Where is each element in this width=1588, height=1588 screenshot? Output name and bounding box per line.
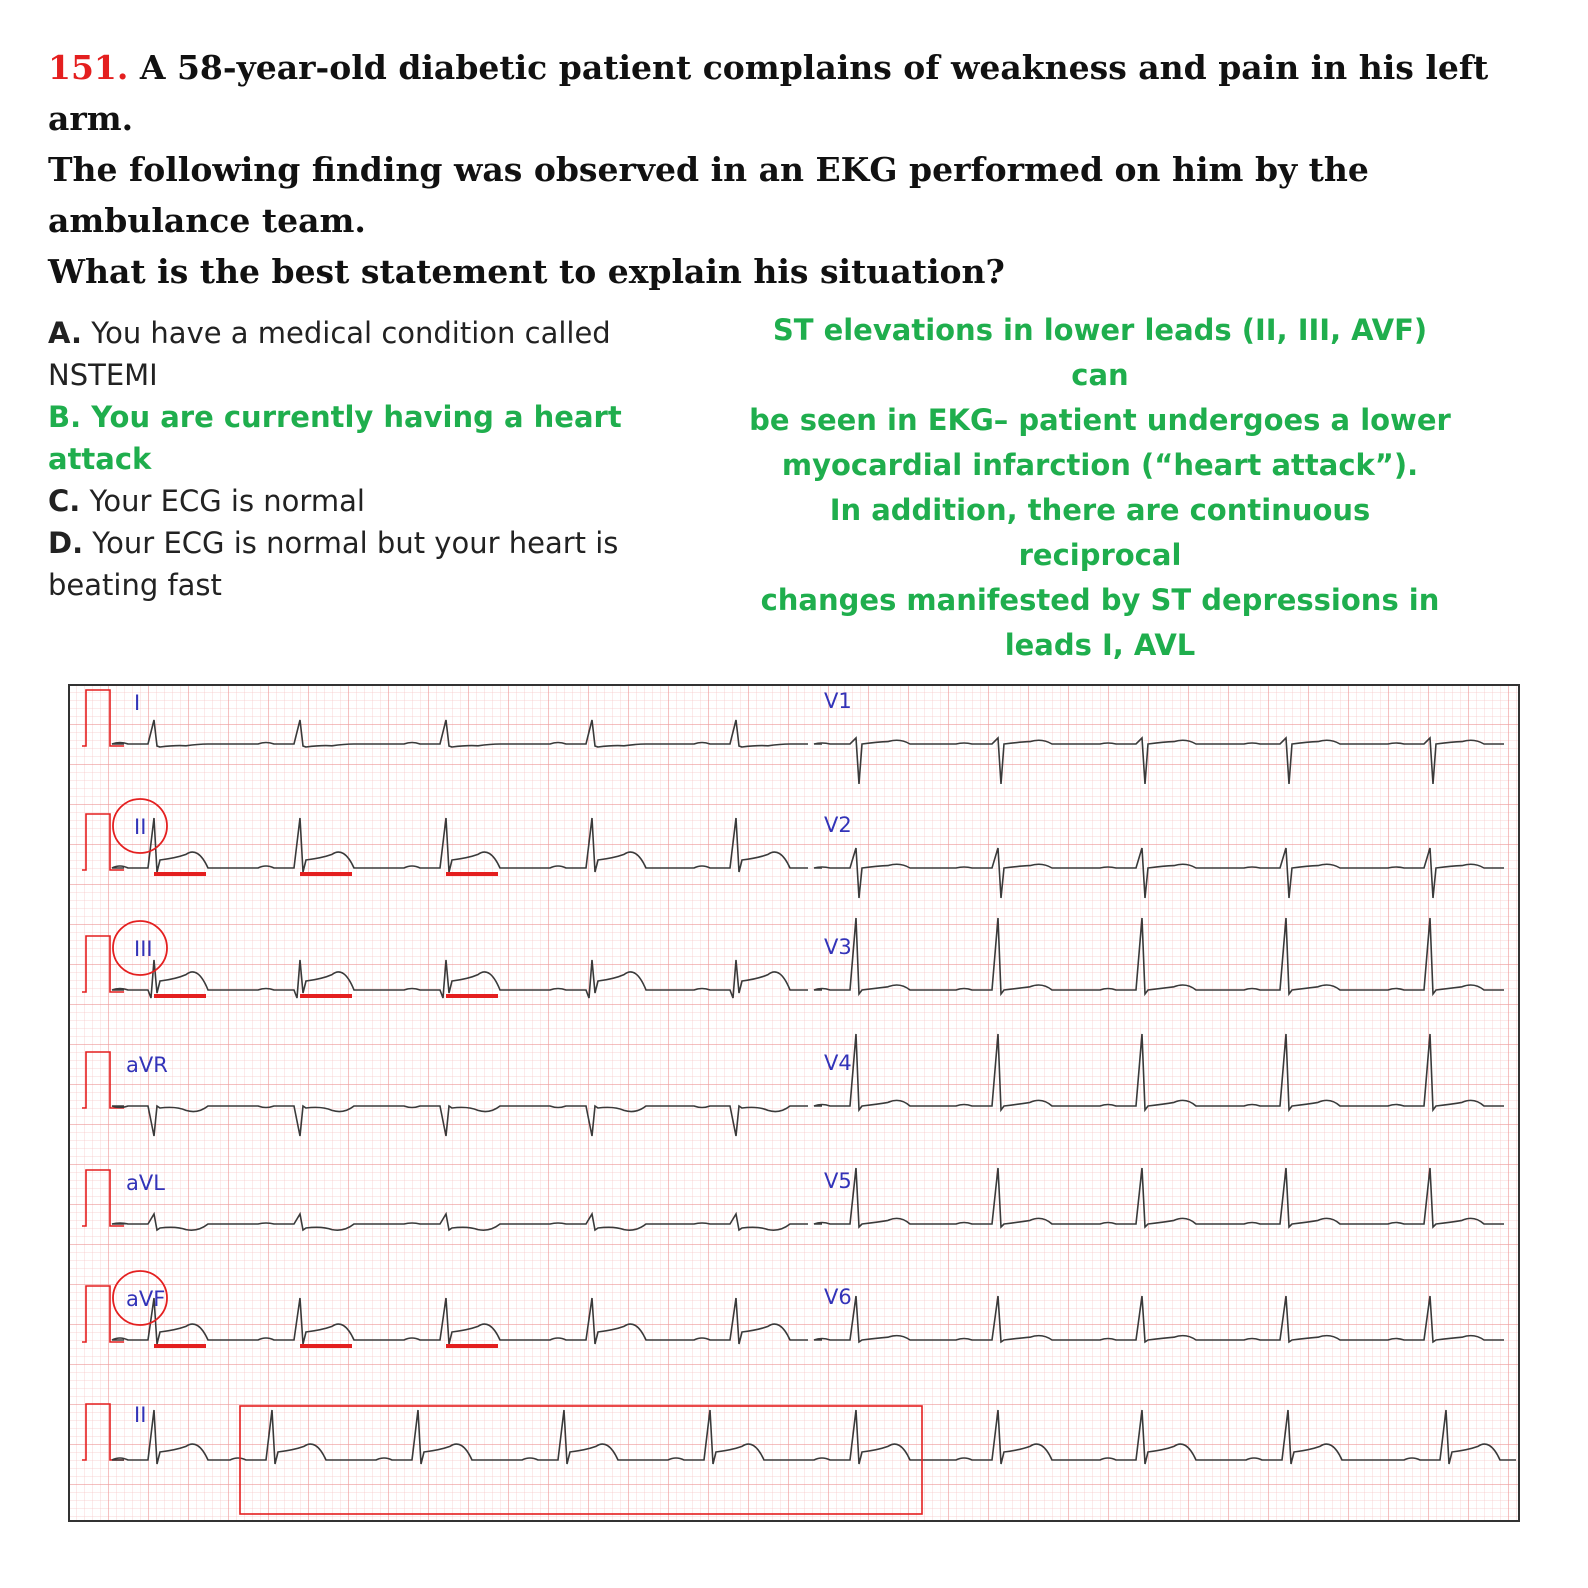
explanation-line-4: In addition, there are continuous reciprocal	[829, 493, 1371, 572]
option-a-letter: A.	[48, 316, 82, 350]
lead-label-v4: V4	[824, 1051, 852, 1075]
lead-label-v3: V3	[824, 935, 852, 959]
lead-label-v1: V1	[824, 689, 852, 713]
question-text-1: A 58-year-old diabetic patient complains of weakness and pain in his left arm.	[48, 48, 1489, 138]
option-d[interactable]	[48, 522, 728, 606]
option-d-letter: D.	[48, 526, 84, 560]
explanation	[745, 308, 1455, 668]
lead-label-iii: III	[134, 937, 153, 961]
explanation-line-1: ST elevations in lower leads (II, III, AVF) can	[772, 313, 1428, 392]
lead-label-ii: II	[134, 815, 147, 839]
lead-label-avr: aVR	[126, 1053, 168, 1077]
lead-label-v2: V2	[824, 813, 852, 837]
option-a[interactable]	[48, 312, 728, 396]
lead-label-avl: aVL	[126, 1171, 165, 1195]
option-c-letter: C.	[48, 484, 81, 518]
ekg-strip	[68, 684, 1520, 1522]
option-b-text: You are currently having a heart attack	[48, 400, 622, 476]
option-a-text: You have a medical condition called NSTEMI	[48, 316, 611, 392]
option-b-letter: B.	[48, 400, 82, 434]
question-line-1	[48, 42, 1548, 144]
explanation-line-6: leads I, AVL	[1004, 628, 1196, 662]
explanation-line-2: be seen in EKG– patient undergoes a lower	[749, 403, 1451, 437]
ekg-image	[68, 684, 1520, 1522]
question	[48, 42, 1548, 297]
lead-label-avf: aVF	[126, 1287, 166, 1311]
rhythm-strip-label: II	[134, 1403, 147, 1427]
option-b[interactable]	[48, 396, 728, 480]
option-d-text: Your ECG is normal but your heart is beating fast	[48, 526, 619, 602]
explanation-line-3: myocardial infarction (“heart attack”).	[781, 448, 1419, 482]
question-line-2: The following finding was observed in an EKG performed on him by the	[48, 150, 1369, 189]
lead-label-v5: V5	[824, 1169, 852, 1193]
question-line-3: ambulance team.	[48, 201, 366, 240]
explanation-line-5: changes manifested by ST depressions in	[760, 583, 1440, 617]
lead-label-i: I	[134, 691, 141, 715]
ekg-grid	[68, 684, 1520, 1522]
option-c[interactable]	[48, 480, 728, 522]
lead-label-v6: V6	[824, 1285, 852, 1309]
option-c-text: Your ECG is normal	[80, 484, 365, 518]
answer-options	[48, 312, 728, 606]
question-line-4: What is the best statement to explain his situation?	[48, 252, 1005, 291]
question-number: 151.	[48, 48, 129, 87]
